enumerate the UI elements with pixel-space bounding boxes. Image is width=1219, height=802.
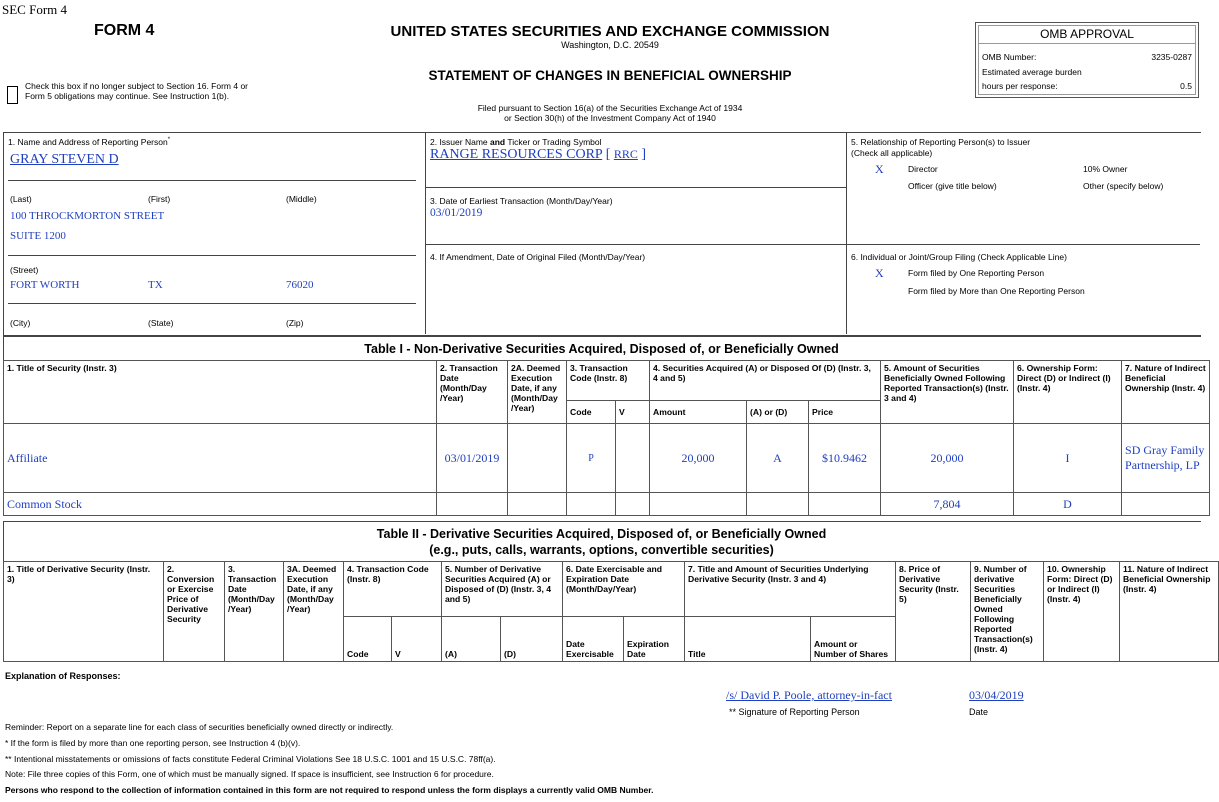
agency-title: UNITED STATES SECURITIES AND EXCHANGE COMMISSION: [390, 23, 830, 40]
reporting-person-label: 1. Name and Address of Reporting Person*: [8, 137, 171, 147]
signature-label: ** Signature of Reporting Person: [729, 707, 860, 717]
filed-pursuant-line-1: Filed pursuant to Section 16(a) of the Securities Exchange Act of 1934: [477, 103, 743, 113]
sec-form-label: SEC Form 4: [2, 2, 68, 17]
t2-header-title-sub: Title: [685, 617, 811, 662]
t2-header-code: 4. Transaction Code (Instr. 8): [344, 562, 442, 617]
t1-header-nature: 7. Nature of Indirect Beneficial Ownership (Instr. 4): [1122, 361, 1210, 424]
omb-number-value: 3235-0287: [1151, 52, 1192, 62]
street-line-1: 100 THROCKMORTON STREET: [10, 210, 165, 222]
zip-value: 76020: [286, 279, 314, 291]
director-label: Director: [908, 164, 938, 174]
explanation-label: Explanation of Responses:: [5, 671, 121, 681]
omb-burden-label: Estimated average burden: [982, 67, 1082, 77]
t2-header-v-sub: V: [392, 617, 442, 662]
t1-cell-nature: [1122, 493, 1210, 516]
t1-header-deemed-date: 2A. Deemed Execution Date, if any (Month/Day /Year): [508, 361, 567, 424]
t2-header-price: 8. Price of Derivative Security (Instr. 5): [896, 562, 971, 662]
issuer-label: 2. Issuer Name and Ticker or Trading Symbol: [430, 137, 602, 147]
t1-cell-amount: 20,000: [650, 424, 747, 493]
table2-title: Table II - Derivative Securities Acquired, Disposed of, or Beneficially Owned: [376, 527, 827, 541]
last-label: (Last): [10, 194, 32, 204]
t2-header-transaction-date: 3. Transaction Date (Month/Day /Year): [225, 562, 284, 662]
omb-number-label: OMB Number:: [982, 52, 1037, 62]
t1-cell-price: [809, 493, 881, 516]
omb-hours-label: hours per response:: [982, 81, 1058, 91]
t1-header-ownership-form: 6. Ownership Form: Direct (D) or Indirect (I) (Instr. 4): [1014, 361, 1122, 424]
one-person-check[interactable]: X: [875, 266, 884, 280]
one-person-label: Form filed by One Reporting Person: [908, 268, 1045, 278]
filing-label: 6. Individual or Joint/Group Filing (Check Applicable Line): [851, 252, 1067, 262]
t2-header-conversion: 2. Conversion or Exercise Price of Derivative Security: [164, 562, 225, 662]
omb-title: OMB APPROVAL: [1040, 27, 1134, 41]
t1-cell-date: [437, 493, 508, 516]
first-label: (First): [148, 194, 171, 204]
table2-subtitle: (e.g., puts, calls, warrants, options, convertible securities): [429, 543, 774, 557]
t1-cell-owned: 20,000: [881, 424, 1014, 493]
reporting-person-name-link[interactable]: GRAY STEVEN D: [10, 152, 119, 167]
ten-percent-owner-label: 10% Owner: [1083, 164, 1128, 174]
reminder-note: Reminder: Report on a separate line for each class of securities beneficially owned directly or indirectly.: [5, 722, 394, 732]
section16-checkbox[interactable]: [7, 86, 18, 104]
footnote-1: * If the form is filed by more than one reporting person, see Instruction 4 (b)(v).: [5, 738, 301, 748]
form-title: FORM 4: [94, 22, 155, 39]
statement-title: STATEMENT OF CHANGES IN BENEFICIAL OWNERSHIP: [428, 68, 792, 83]
street-line-2: SUITE 1200: [10, 230, 66, 242]
t1-cell-code: P: [567, 424, 616, 493]
t1-cell-code: [567, 493, 616, 516]
table1-title: Table I - Non-Derivative Securities Acquired, Disposed of, or Beneficially Owned: [364, 342, 839, 356]
t2-header-exercisable: 6. Date Exercisable and Expiration Date (Month/Day/Year): [563, 562, 685, 617]
omb-hours-value: 0.5: [1180, 81, 1192, 91]
t2-header-amount-sub: Amount or Number of Shares: [811, 617, 896, 662]
more-persons-label: Form filed by More than One Reporting Person: [908, 286, 1085, 296]
t1-cell-title: Common Stock: [4, 493, 437, 516]
amendment-label: 4. If Amendment, Date of Original Filed (Month/Day/Year): [430, 252, 646, 262]
date-label: Date: [969, 707, 989, 717]
t1-header-amount-owned: 5. Amount of Securities Beneficially Owned Following Reported Transaction(s) (Instr. 3 and 4): [881, 361, 1014, 424]
t2-header-deemed-date: 3A. Deemed Execution Date, if any (Month/Day /Year): [284, 562, 344, 662]
relationship-label: 5. Relationship of Reporting Person(s) to Issuer: [851, 137, 1031, 147]
state-value: TX: [148, 279, 163, 291]
t2-header-expiration-sub: Expiration Date: [624, 617, 685, 662]
agency-address: Washington, D.C. 20549: [561, 40, 659, 50]
earliest-date-value: 03/01/2019: [430, 207, 483, 219]
t2-header-number-owned: 9. Number of derivative Securities Beneficially Owned Following Reported Transaction(s) (Instr. 4): [971, 562, 1044, 662]
earliest-date-label: 3. Date of Earliest Transaction (Month/Day/Year): [430, 196, 613, 206]
t1-cell-form: I: [1014, 424, 1122, 493]
t1-cell-owned: 7,804: [881, 493, 1014, 516]
t1-cell-amount: [650, 493, 747, 516]
t1-cell-a-or-d: A: [747, 424, 809, 493]
issuer-name-link[interactable]: RANGE RESOURCES CORP: [430, 147, 603, 162]
table-row: [4, 424, 1210, 493]
t1-cell-v: [616, 493, 650, 516]
footnote-4: Persons who respond to the collection of information contained in this form are not required to respond unless the form displays a currently valid OMB Number.: [5, 785, 654, 795]
t1-header-price-sub: Price: [809, 401, 881, 424]
state-label: (State): [148, 318, 174, 328]
t1-header-v-sub: V: [616, 401, 650, 424]
ticker-link[interactable]: RRC: [613, 147, 638, 161]
city-value: FORT WORTH: [10, 279, 80, 291]
t2-header-code-sub: Code: [344, 617, 392, 662]
table1: [3, 360, 1210, 516]
city-label: (City): [10, 318, 31, 328]
t1-header-a-or-d-sub: (A) or (D): [747, 401, 809, 424]
t2-header-date-exercisable-sub: Date Exercisable: [563, 617, 624, 662]
t1-cell-nature: SD Gray Family Partnership, LP: [1122, 424, 1210, 493]
t2-header-ownership-form: 10. Ownership Form: Direct (D) or Indirect (I) (Instr. 4): [1044, 562, 1120, 662]
t2-header-nature: 11. Nature of Indirect Beneficial Ownership (Instr. 4): [1120, 562, 1219, 662]
table-row: [4, 493, 1210, 516]
t2-header-number-derivative: 5. Number of Derivative Securities Acquired (A) or Disposed of (D) (Instr. 3, 4 and 5): [442, 562, 563, 617]
filed-pursuant-line-2: or Section 30(h) of the Investment Company Act of 1940: [504, 113, 716, 123]
t1-cell-date: 03/01/2019: [437, 424, 508, 493]
footnote-3: Note: File three copies of this Form, one of which must be manually signed. If space is insufficient, see Instruction 6 for procedure.: [5, 769, 494, 779]
t2-header-underlying: 7. Title and Amount of Securities Underlying Derivative Security (Instr. 3 and 4): [685, 562, 896, 617]
footnote-2: ** Intentional misstatements or omissions of facts constitute Federal Criminal Violations See 18 U.S.C. 1001 and 15 U.S.C. 78ff(a).: [5, 754, 496, 764]
table2: [3, 561, 1219, 662]
t1-cell-form: D: [1014, 493, 1122, 516]
section16-checkbox-label: Check this box if no longer subject to Section 16. Form 4 or Form 5 obligations may continue. See Instruction 1(b).: [25, 81, 249, 101]
t1-header-title: 1. Title of Security (Instr. 3): [4, 361, 437, 424]
issuer-line: RANGE RESOURCES CORP [ RRC ]: [430, 147, 647, 162]
t2-header-a-sub: (A): [442, 617, 501, 662]
t1-header-securities-acquired: 4. Securities Acquired (A) or Disposed Of (D) (Instr. 3, 4 and 5): [650, 361, 881, 401]
street-label: (Street): [10, 265, 39, 275]
t1-cell-a-or-d: [747, 493, 809, 516]
t2-header-d-sub: (D): [501, 617, 563, 662]
officer-label: Officer (give title below): [908, 181, 997, 191]
director-check[interactable]: X: [875, 162, 884, 176]
middle-label: (Middle): [286, 194, 317, 204]
signature-date: 03/04/2019: [969, 688, 1024, 702]
t1-cell-price: $10.9462: [809, 424, 881, 493]
t1-header-code: 3. Transaction Code (Instr. 8): [567, 361, 650, 401]
t1-cell-v: [616, 424, 650, 493]
t1-cell-deemed: [508, 493, 567, 516]
zip-label: (Zip): [286, 318, 304, 328]
t1-cell-deemed: [508, 424, 567, 493]
t1-header-transaction-date: 2. Transaction Date (Month/Day /Year): [437, 361, 508, 424]
t2-header-title: 1. Title of Derivative Security (Instr. 3): [4, 562, 164, 662]
other-label: Other (specify below): [1083, 181, 1164, 191]
t1-cell-title: Affiliate: [4, 424, 437, 493]
omb-approval-box: [975, 22, 1199, 98]
signature-link[interactable]: /s/ David P. Poole, attorney-in-fact: [726, 688, 892, 702]
relationship-sublabel: (Check all applicable): [851, 148, 933, 158]
t1-header-amount-sub: Amount: [650, 401, 747, 424]
t1-header-code-sub: Code: [567, 401, 616, 424]
